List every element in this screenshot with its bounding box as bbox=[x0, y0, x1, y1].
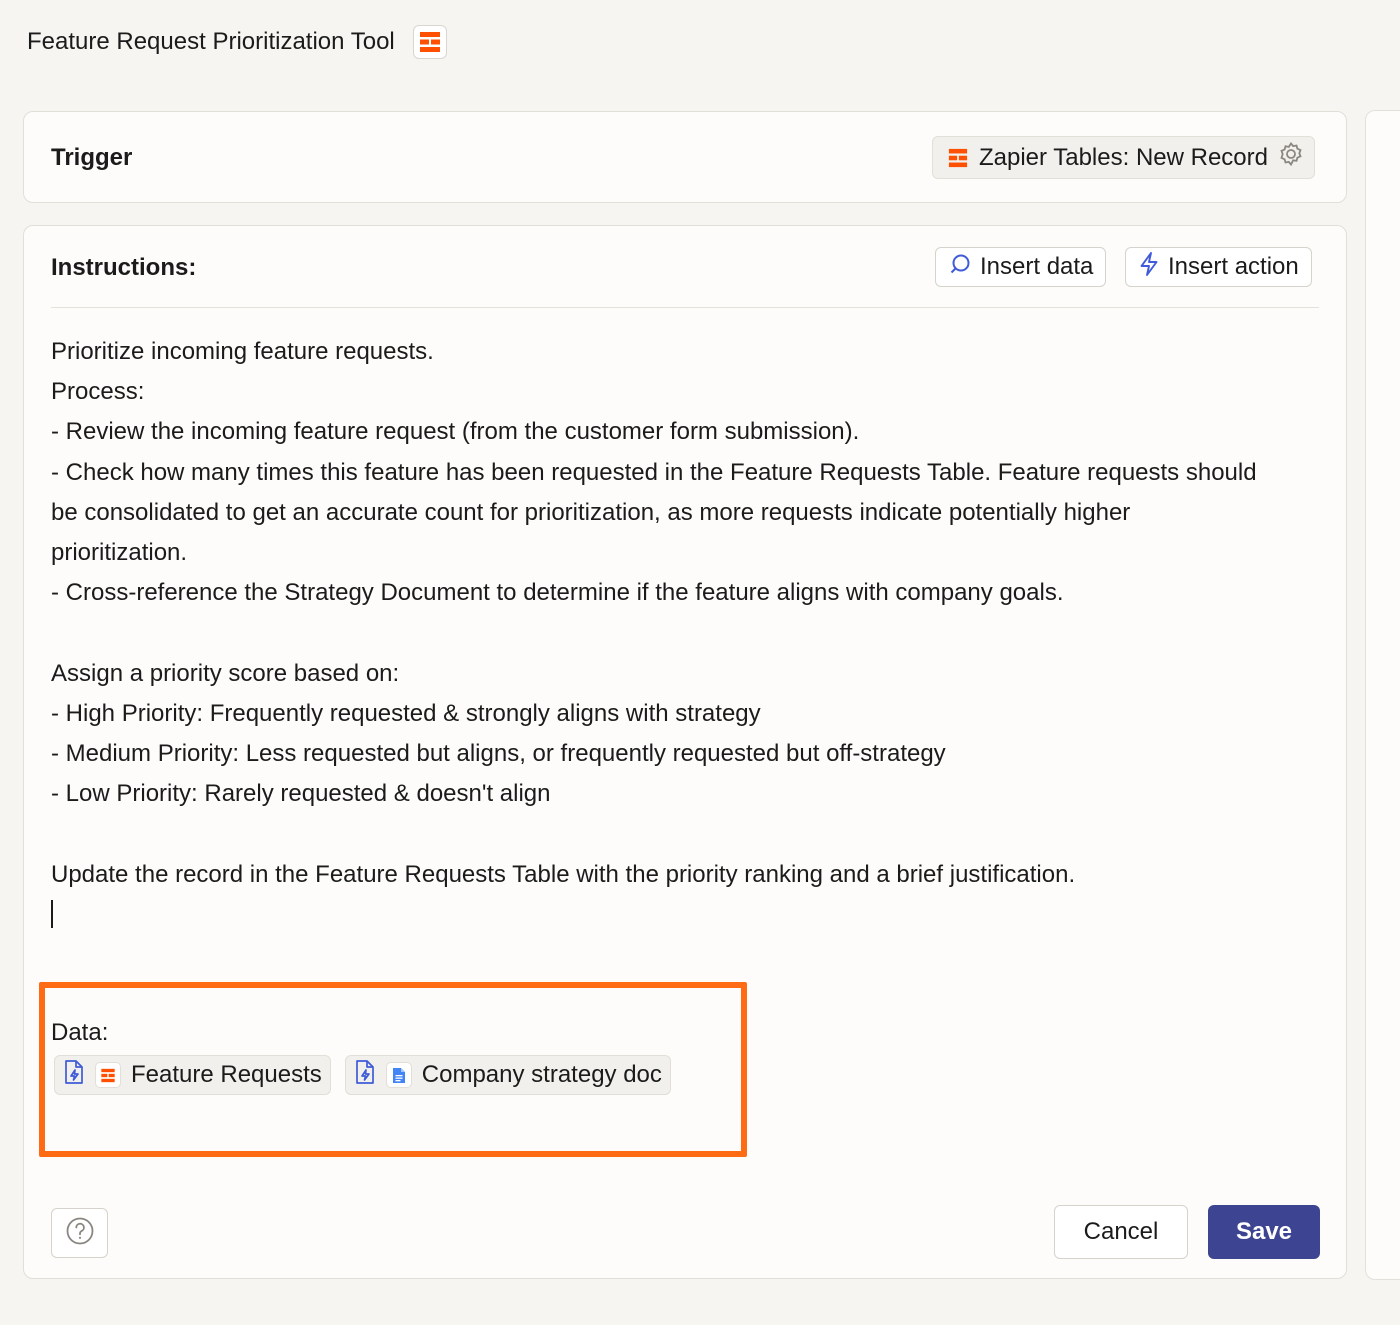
gear-icon[interactable] bbox=[1278, 141, 1304, 174]
data-label: Data: bbox=[51, 1019, 109, 1046]
zapier-tables-icon bbox=[947, 148, 969, 168]
data-chip-label: Company strategy doc bbox=[421, 1061, 662, 1088]
instruction-line: be consolidated to get an accurate count for prioritization, as more requests indicate potentially higher bbox=[51, 498, 1131, 526]
trigger-app-chip[interactable] bbox=[932, 136, 1315, 179]
instruction-line: - Medium Priority: Less requested but aligns, or frequently requested but off-strategy bbox=[51, 740, 946, 768]
question-circle-icon bbox=[65, 1216, 95, 1251]
zapier-tables-icon bbox=[413, 25, 447, 59]
instruction-line: - High Priority: Frequently requested & strongly aligns with strategy bbox=[51, 699, 761, 727]
instruction-line: Process: bbox=[51, 378, 145, 406]
instruction-line: prioritization. bbox=[51, 539, 188, 567]
instruction-line: - Review the incoming feature request (from the customer form submission). bbox=[51, 418, 860, 446]
insert-action-label: Insert action bbox=[1168, 253, 1299, 280]
lightning-icon bbox=[1138, 251, 1160, 284]
page-title: Feature Request Prioritization Tool bbox=[27, 28, 395, 55]
instruction-line: Assign a priority score based on: bbox=[51, 659, 400, 687]
insert-data-label: Insert data bbox=[980, 253, 1094, 280]
instruction-line: Update the record in the Feature Requests Table with the priority ranking and a brief justification. bbox=[51, 860, 1076, 888]
trigger-app-label: Zapier Tables: New Record bbox=[978, 143, 1268, 171]
cancel-button[interactable]: Cancel bbox=[1054, 1205, 1188, 1259]
insert-data-button[interactable] bbox=[935, 247, 1106, 287]
data-chip-label: Feature Requests bbox=[131, 1061, 322, 1088]
trigger-label: Trigger bbox=[51, 144, 133, 171]
instructions-label: Instructions: bbox=[51, 254, 197, 281]
highlight-annotation bbox=[39, 982, 747, 1157]
save-button[interactable]: Save bbox=[1208, 1205, 1320, 1259]
page-header bbox=[27, 22, 447, 62]
instruction-line: - Cross-reference the Strategy Document to determine if the feature aligns with company goals. bbox=[51, 579, 1064, 607]
insert-action-button[interactable] bbox=[1125, 247, 1312, 287]
divider bbox=[51, 307, 1319, 308]
instruction-line bbox=[51, 814, 1321, 854]
instruction-line: - Check how many times this feature has been requested in the Feature Requests Table. Feature requests should bbox=[51, 458, 1257, 486]
search-icon bbox=[948, 252, 972, 283]
side-panel bbox=[1365, 110, 1400, 1280]
help-button[interactable] bbox=[51, 1208, 108, 1258]
trigger-card bbox=[23, 111, 1347, 203]
text-caret bbox=[51, 900, 53, 928]
instruction-line: Prioritize incoming feature requests. bbox=[51, 338, 434, 365]
instruction-line: - Low Priority: Rarely requested & doesn't align bbox=[51, 780, 551, 808]
instruction-line bbox=[51, 613, 1321, 653]
instructions-editor[interactable] bbox=[51, 332, 1321, 895]
